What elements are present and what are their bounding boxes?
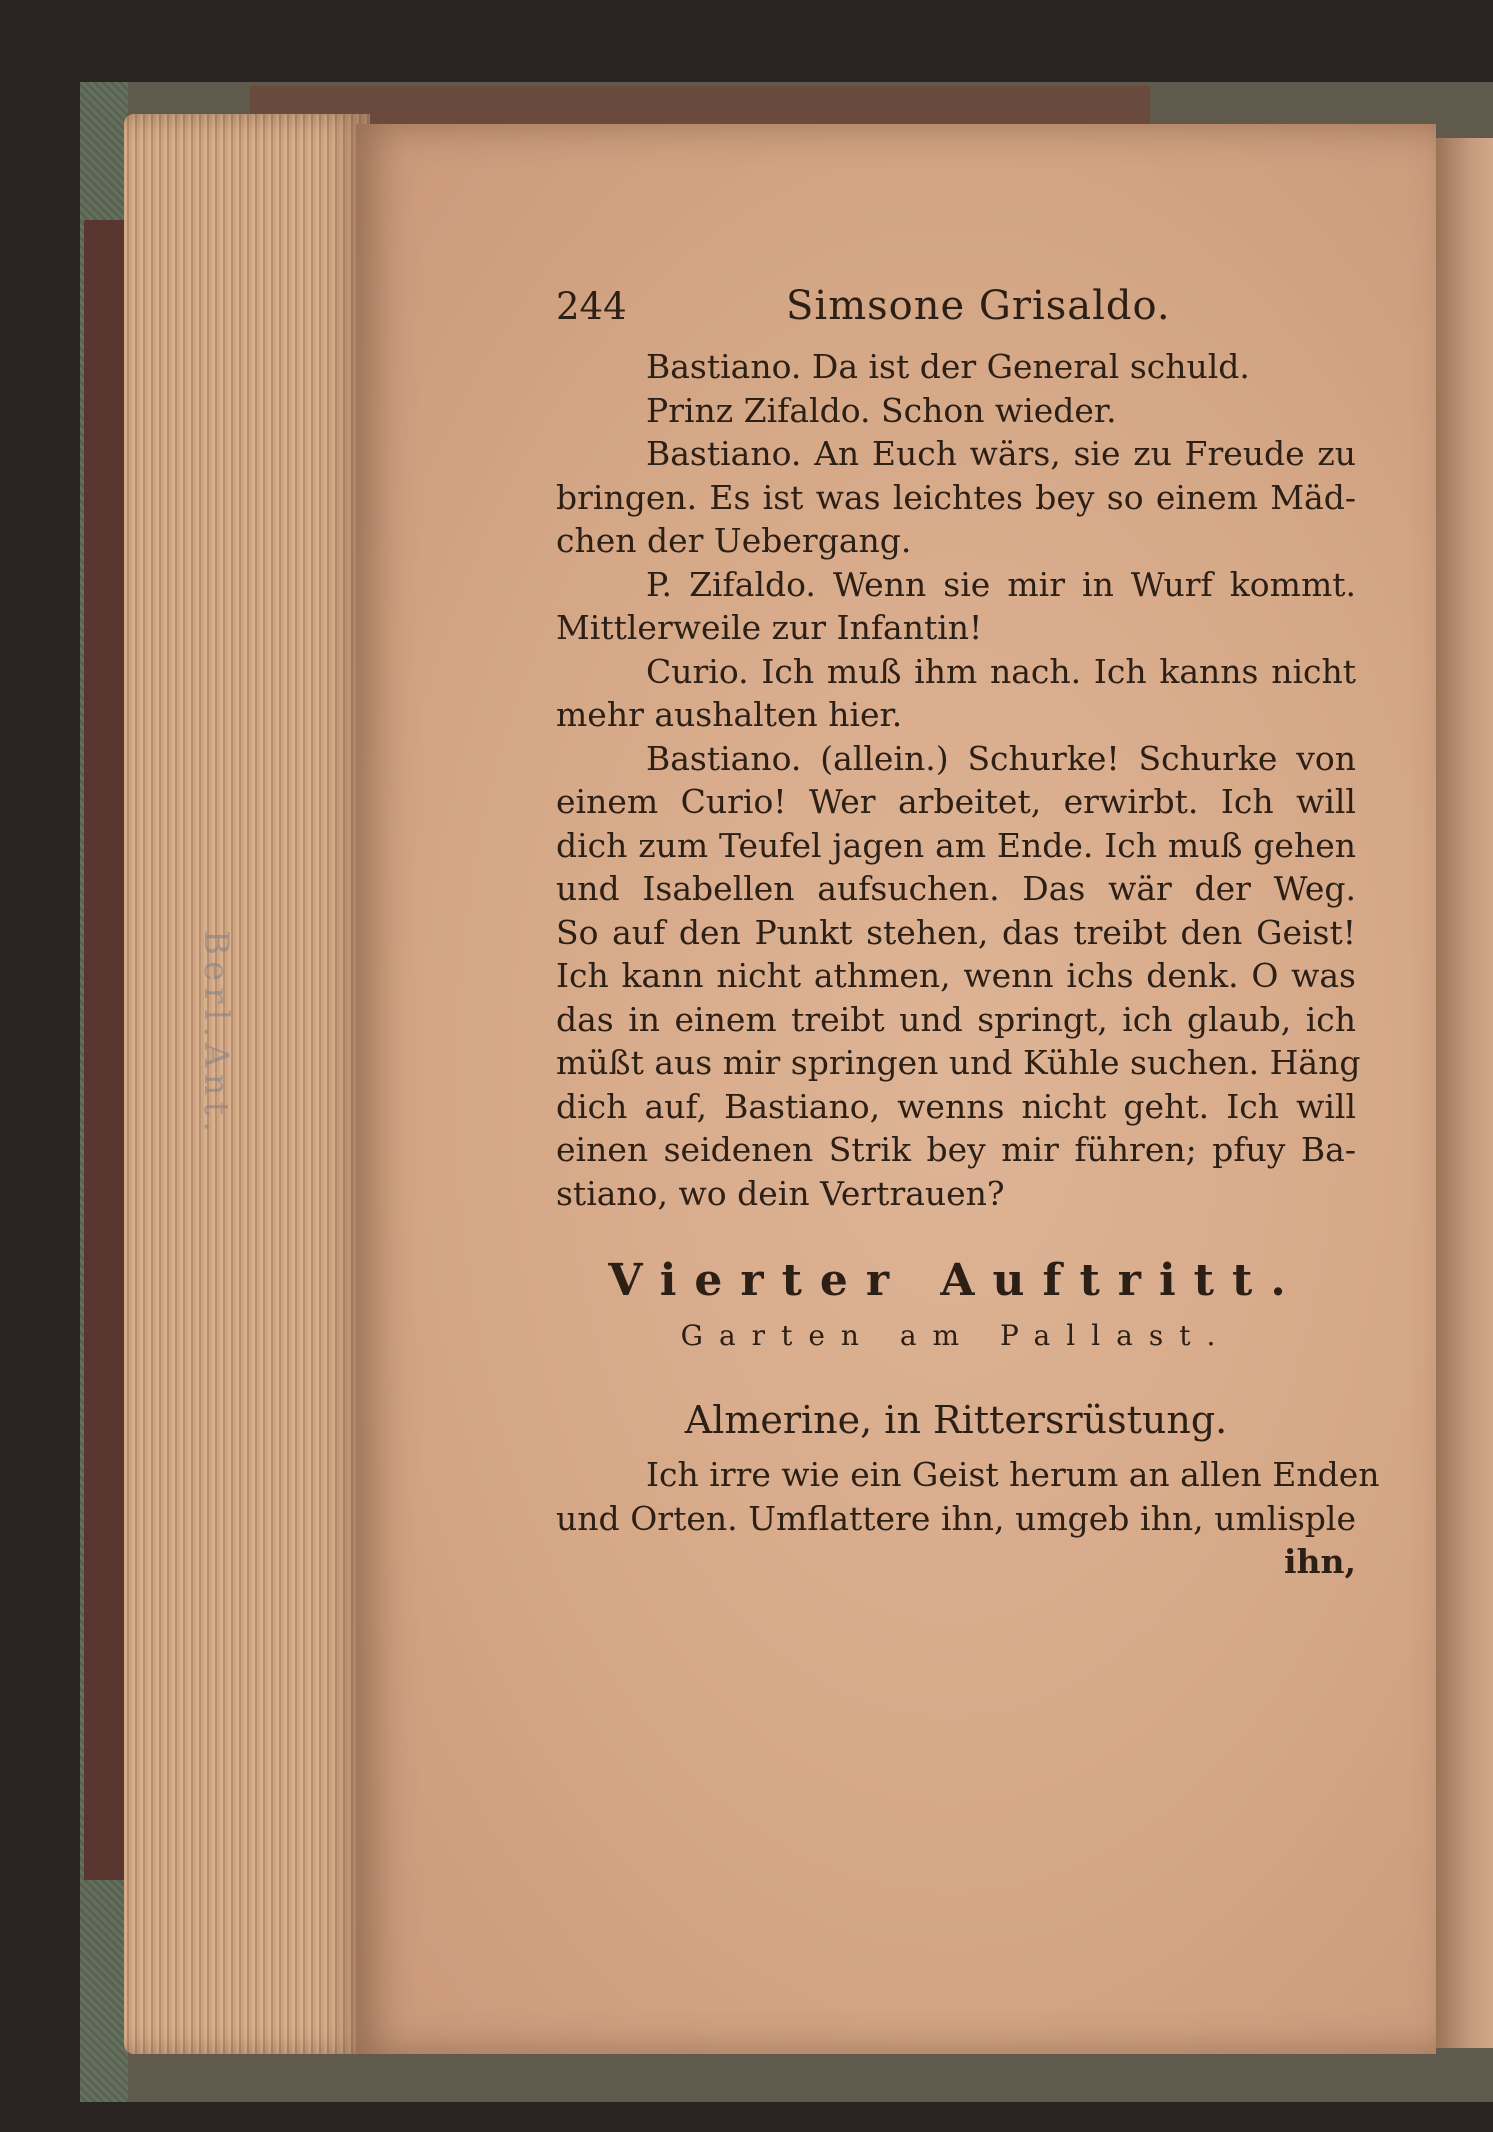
page-stack-edge <box>124 114 370 2054</box>
text-line: Bastiano. An Euch wärs, sie zu Freude zu <box>646 434 1356 473</box>
text-line: und Isabellen aufsuchen. Das wär der Weg. <box>556 869 1356 908</box>
text-line: dich auf, Bastiano, wenns nicht geht. Ich will <box>556 1086 1356 1126</box>
text-line: Bastiano. (allein.) Schurke! Schurke von <box>646 738 1356 778</box>
text-line: Ich kann nicht athmen, wenn ichs denk. O was <box>556 956 1356 995</box>
page-text <box>556 283 1380 1584</box>
text-line: mehr aushalten hier. <box>556 695 903 734</box>
text-line: Ich irre wie ein Geist herum an allen Enden <box>646 1455 1380 1494</box>
scene-setting: Garten am Pallast. <box>680 1319 1232 1352</box>
text-line: Mittlerweile zur Infantin! <box>556 608 983 647</box>
cover-leather-spine <box>84 220 128 1880</box>
spine-top-edge <box>250 86 1150 126</box>
text-line: P. Zifaldo. Wenn sie mir in Wurf kommt. <box>646 564 1356 604</box>
text-line: So auf den Punkt stehen, das treibt den Geist! <box>556 912 1356 952</box>
text-line: einen seidenen Strik bey mir führen; pfuy Ba- <box>556 1130 1356 1169</box>
text-line: und Orten. Umflattere ihn, umgeb ihn, umlisple <box>556 1498 1356 1538</box>
text-line: müßt aus mir springen und Kühle suchen. Häng <box>556 1043 1361 1082</box>
running-title: Simsone Grisaldo. <box>786 283 1171 329</box>
library-stamp: Berl.Ant. <box>196 930 236 1138</box>
facing-page-edge <box>1436 138 1493 2048</box>
text-line: Curio. Ich muß ihm nach. Ich kanns nicht <box>646 651 1356 691</box>
scene-characters: Almerine, in Rittersrüstung. <box>684 1398 1228 1442</box>
text-line: einem Curio! Wer arbeitet, erwirbt. Ich will <box>556 782 1356 821</box>
text-line: stiano, wo dein Vertrauen? <box>556 1173 1005 1213</box>
catchword: ihn, <box>1283 1542 1356 1581</box>
page-header <box>556 285 1356 341</box>
scene-title: Vierter Auftritt. <box>608 1255 1304 1306</box>
text-line: Bastiano. Da ist der General schuld. <box>646 347 1250 386</box>
text-line: dich zum Teufel jagen am Ende. Ich muß gehen <box>556 825 1356 865</box>
text-line: das in einem treibt und springt, ich glaub, ich <box>556 999 1356 1039</box>
text-line: Prinz Zifaldo. Schon wieder. <box>646 390 1117 430</box>
page-number: 244 <box>556 285 627 328</box>
text-line: bringen. Es ist was leichtes bey so einem Mäd- <box>556 477 1356 517</box>
text-line: chen der Uebergang. <box>556 521 912 560</box>
